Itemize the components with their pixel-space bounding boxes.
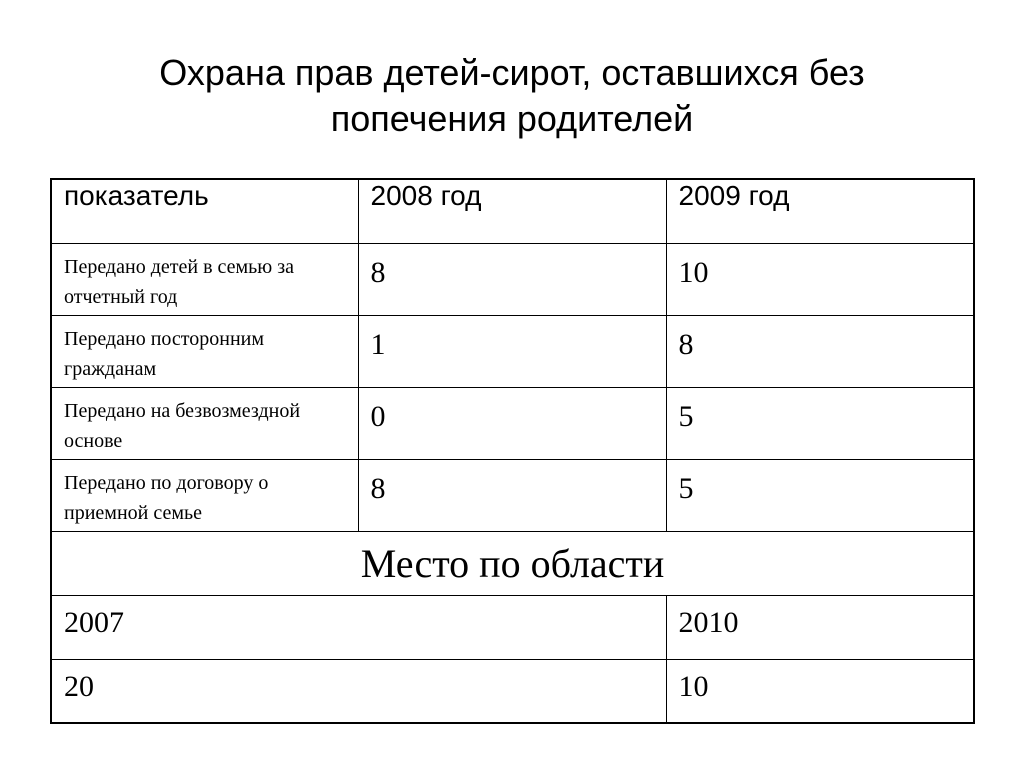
value-2009: 10 [666, 243, 974, 315]
place-year-2010: 2010 [666, 595, 974, 659]
value-2008: 8 [358, 243, 666, 315]
table-row [51, 387, 974, 459]
row-label: Передано на безвозмездной основе [51, 387, 358, 459]
statistics-table [50, 178, 975, 724]
slide-title-line-1: Охрана прав детей-сирот, оставшихся без [159, 52, 865, 93]
slide-title-line-2: попечения родителей [330, 98, 694, 139]
value-2009: 5 [666, 459, 974, 531]
table-row [51, 315, 974, 387]
value-2008: 0 [358, 387, 666, 459]
place-value-2007: 20 [51, 659, 666, 723]
header-2008: 2008 год [358, 179, 666, 243]
row-label: Передано по договору о приемной семье [51, 459, 358, 531]
value-2009: 5 [666, 387, 974, 459]
table-row [51, 459, 974, 531]
value-2008: 1 [358, 315, 666, 387]
place-value-2010: 10 [666, 659, 974, 723]
value-2009: 8 [666, 315, 974, 387]
slide-title [0, 50, 1024, 142]
header-indicator: показатель [51, 179, 358, 243]
place-year-2007: 2007 [51, 595, 666, 659]
place-heading-row [51, 531, 974, 595]
place-year-row [51, 595, 974, 659]
table-row [51, 243, 974, 315]
value-2008: 8 [358, 459, 666, 531]
place-value-row [51, 659, 974, 723]
row-label: Передано посторонним гражданам [51, 315, 358, 387]
place-heading: Место по области [51, 531, 974, 595]
header-2009: 2009 год [666, 179, 974, 243]
table-header-row [51, 179, 974, 243]
row-label: Передано детей в семью за отчетный год [51, 243, 358, 315]
